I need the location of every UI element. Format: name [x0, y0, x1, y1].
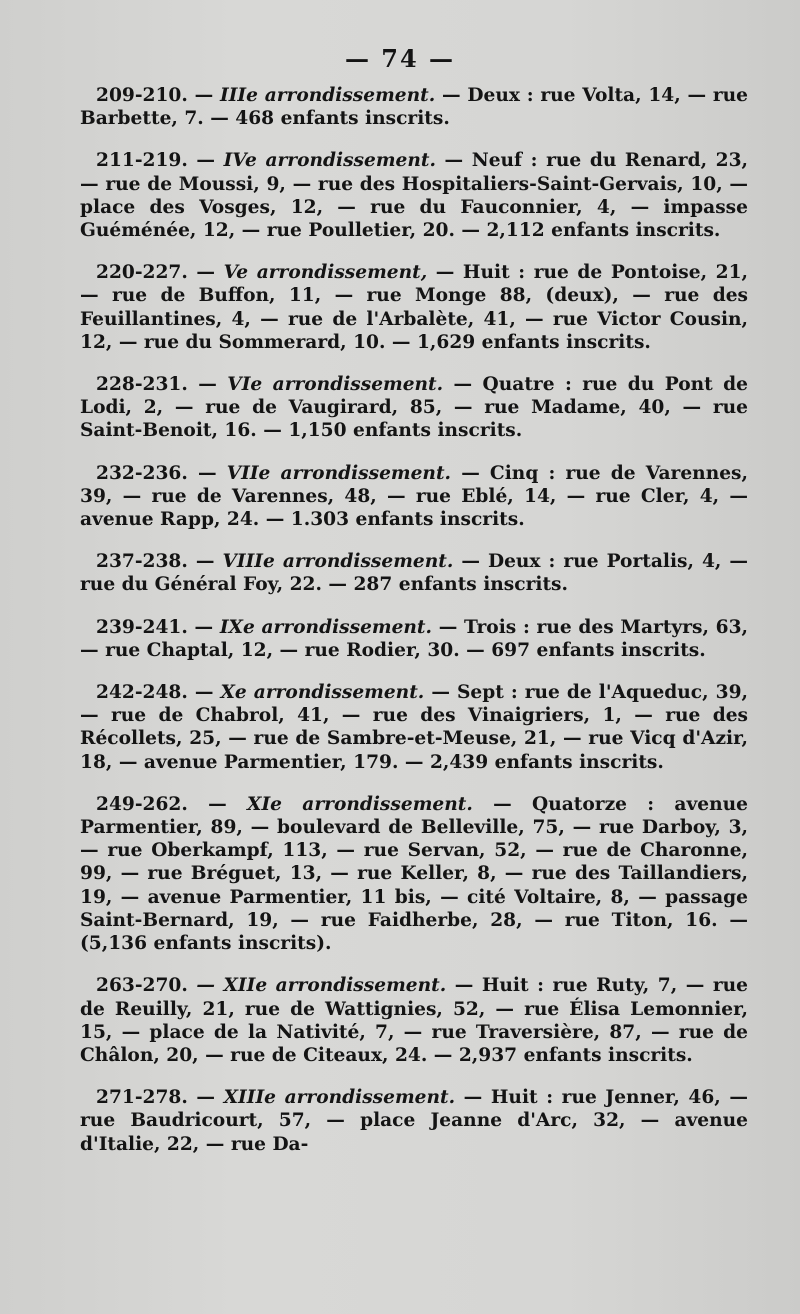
entry-arrondissement: IXe arrondissement.	[219, 616, 432, 638]
entry-text: — Trois : rue des Martyrs, 63, — rue Chaptal, 12, — rue Rodier, 30. — 697 enfants inscrits.	[80, 616, 749, 661]
entry-arrondissement: IVe arrondissement.	[223, 150, 436, 172]
entry-211-219: 211-219. — IVe arrondissement. — Neuf : rue du Renard, 23, — rue de Moussi, 9, — rue des Hospitaliers-Saint-Gervais, 10, — place des Vosges, 12, — rue du Fauconnier, 4, — impasse Guéménée, 12, — rue Poulletier, 20. — 2,112 enfants inscrits.	[80, 150, 748, 242]
entry-239-241: 239-241. — IXe arrondissement. — Trois : rue des Martyrs, 63, — rue Chaptal, 12, — rue Rodier, 30. — 697 enfants inscrits.	[80, 616, 749, 661]
entry-arrondissement: VIe arrondissement.	[227, 374, 444, 396]
entry-arrondissement: IIIe arrondissement.	[220, 85, 436, 106]
entry-271-278: 271-278. — XIIIe arrondissement. — Huit : rue Jenner, 46, — rue Baudricourt, 57, — place Jeanne d'Arc, 32, — avenue d'Italie, 22, — rue Da-	[80, 1087, 748, 1155]
entry-number: 271-278.	[96, 1087, 188, 1109]
page-number: — 74 —	[344, 44, 456, 73]
entry-232-236: 232-236. — VIIe arrondissement. — Cinq : rue de Varennes, 39, — rue de Varennes, 48, — rue Eblé, 14, — rue Cler, 4, — avenue Rapp, 24. — 1.303 enfants inscrits.	[80, 462, 748, 531]
entry-number: 242-248.	[96, 682, 188, 704]
entry-arrondissement: XIIIe arrondissement.	[223, 1087, 456, 1109]
entry-text: — Deux : rue Volta, 14, — rue Barbette, 7. — 468 enfants inscrits.	[80, 85, 749, 130]
entry-number: 232-236.	[96, 462, 188, 484]
entry-220-227: 220-227. — Ve arrondissement, — Huit : rue de Pontoise, 21, — rue de Buffon, 11, — rue Monge 88, (deux), — rue des Feuillantines, 4, — rue de l'Arbalète, 41, — rue Victor Cousin, 12, — rue du Sommerard, 10. — 1,629 enfants inscrits.	[80, 262, 748, 353]
entry-text: — Quatre : rue du Pont de Lodi, 2, — rue de Vaugirard, 85, — rue Madame, 40, — rue Saint-Benoit, 16. — 1,150 enfants inscrits.	[80, 374, 748, 442]
page-body	[80, 84, 748, 1175]
entry-text: — Neuf : rue du Renard, 23, — rue de Moussi, 9, — rue des Hospitaliers-Saint-Gervais, 10, — place des Vosges, 12, — rue du Fauconnier, 4, — impasse Guéménée, 12, — rue Poulletier, 20. — 2,112 enfants inscrits.	[80, 150, 748, 242]
entry-249-262: 249-262. — XIe arrondissement. — Quatorze : avenue Parmentier, 89, — boulevard de Belleville, 75, — rue Darboy, 3, — rue Oberkampf, 113, — rue Servan, 52, — rue de Charonne, 99, — rue Bréguet, 13, — rue Keller, 8, — rue des Taillandiers, 19, — avenue Parmentier, 11 bis, — cité Voltaire, 8, — passage Saint-Bernard, 19, — rue Faidherbe, 28, — rue Titon, 16. — (5,136 enfants inscrits).	[80, 793, 748, 955]
entry-number: 228-231.	[96, 374, 188, 396]
entry-arrondissement: VIIe arrondissement.	[226, 462, 452, 484]
entry-text: — Huit : rue Jenner, 46, — rue Baudricourt, 57, — place Jeanne d'Arc, 32, — avenue d'Italie, 22, — rue Da-	[80, 1087, 748, 1155]
entry-text: — Quatorze : avenue Parmentier, 89, — boulevard de Belleville, 75, — rue Darboy, 3, — rue Oberkampf, 113, — rue Servan, 52, — rue de Charonne, 99, — rue Bréguet, 13, — rue Keller, 8, — rue des Taillandiers, 19, — avenue Parmentier, 11 bis, — cité Voltaire, 8, — passage Saint-Bernard, 19, — rue Faidherbe, 28, — rue Titon, 16. — (5,136 enfants inscrits).	[80, 793, 748, 955]
entry-text: — Huit : rue de Pontoise, 21, — rue de Buffon, 11, — rue Monge 88, (deux), — rue des Feuillantines, 4, — rue de l'Arbalète, 41, — rue Victor Cousin, 12, — rue du Sommerard, 10. — 1,629 enfants inscrits.	[80, 262, 748, 353]
entry-arrondissement: Xe arrondissement.	[220, 682, 425, 704]
entry-arrondissement: — XIIe arrondissement.	[196, 975, 447, 997]
entry-arrondissement: Ve arrondissement,	[223, 262, 428, 284]
entry-number: 249-262.	[96, 793, 188, 815]
entry-text: — Sept : rue de l'Aqueduc, 39, — rue de Chabrol, 41, — rue des Vinaigriers, 1, — rue des Récollets, 25, — rue de Sambre-et-Meuse, 21, — rue Vicq d'Azir, 18, — avenue Parmentier, 179. — 2,439 enfants inscrits.	[80, 682, 748, 773]
entry-number: 209-210.	[96, 85, 188, 106]
entry-263-270	[80, 974, 748, 1067]
entry-arrondissement: XIe arrondissement.	[247, 793, 473, 815]
entry-number: 220-227.	[96, 262, 188, 284]
entry-237-238: 237-238. — VIIIe arrondissement. — Deux : rue Portalis, 4, — rue du Général Foy, 22. — 287 enfants inscrits.	[80, 551, 748, 596]
entry-text: — Huit : rue Ruty, 7, — rue de Reuilly, 21, rue de Wattignies, 52, — rue Élisa Lemonnier, 15, — place de la Nativité, 7, — rue Traversière, 87, — rue de Châlon, 20, — rue de Citeaux, 24. — 2,937 enfants inscrits.	[80, 975, 748, 1066]
entry-text: — Deux : rue Portalis, 4, — rue du Général Foy, 22. — 287 enfants inscrits.	[80, 551, 748, 596]
entry-number: 263-270.	[96, 975, 188, 997]
entry-number: 211-219.	[96, 150, 188, 172]
entry-number: 237-238.	[96, 551, 188, 573]
entry-number: 239-241.	[96, 616, 188, 638]
entry-209-210: 209-210. — IIIe arrondissement. — Deux : rue Volta, 14, — rue Barbette, 7. — 468 enfants inscrits.	[80, 85, 749, 130]
entry-text: — Cinq : rue de Varennes, 39, — rue de Varennes, 48, — rue Eblé, 14, — rue Cler, 4, — avenue Rapp, 24. — 1.303 enfants inscrits.	[80, 462, 748, 531]
entry-228-231: 228-231. — VIe arrondissement. — Quatre : rue du Pont de Lodi, 2, — rue de Vaugirard, 85, — rue Madame, 40, — rue Saint-Benoit, 16. — 1,150 enfants inscrits.	[80, 374, 748, 442]
entry-242-248: 242-248. — Xe arrondissement. — Sept : rue de l'Aqueduc, 39, — rue de Chabrol, 41, — rue des Vinaigriers, 1, — rue des Récollets, 25, — rue de Sambre-et-Meuse, 21, — rue Vicq d'Azir, 18, — avenue Parmentier, 179. — 2,439 enfants inscrits.	[80, 682, 748, 773]
entry-arrondissement: VIIIe arrondissement.	[222, 551, 454, 573]
